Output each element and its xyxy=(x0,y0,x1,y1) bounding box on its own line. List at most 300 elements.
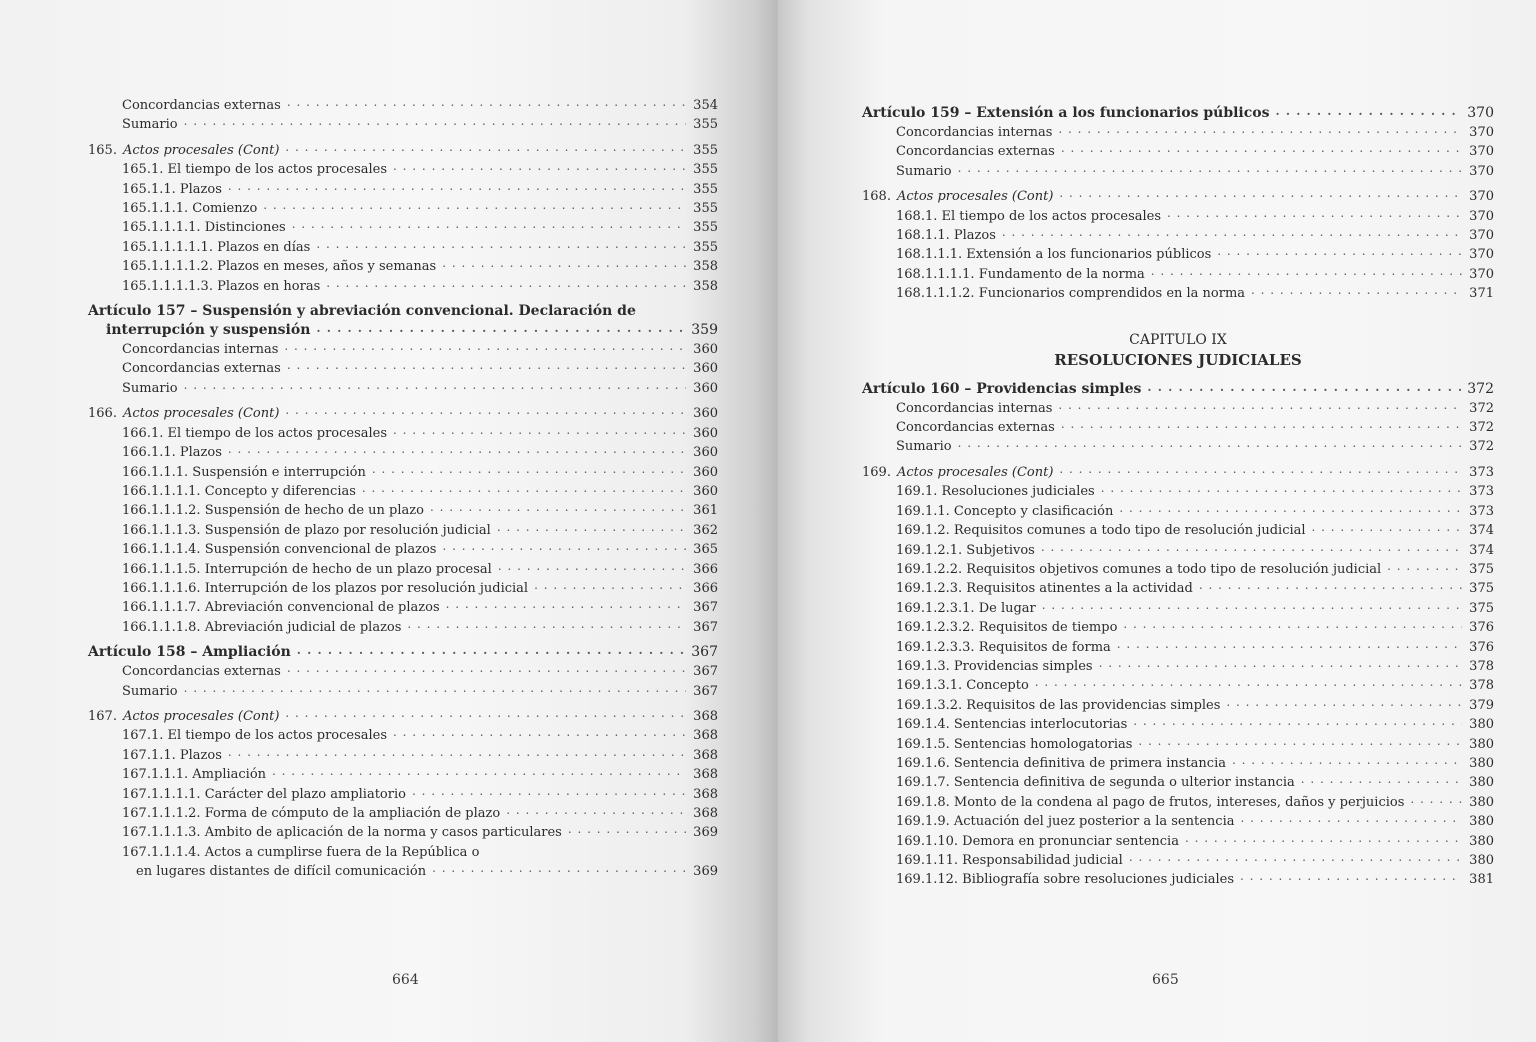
toc-entry xyxy=(862,715,1494,734)
toc-entry-label: 166.1.1.1.6. Interrupción de los plazos por resolución judicial xyxy=(122,580,529,596)
toc-entry-label: Artículo 159 – Extensión a los funcionarios públicos xyxy=(862,105,1270,121)
toc-entry xyxy=(88,843,718,862)
toc-page-number: 354 xyxy=(693,98,718,113)
toc-page-number: 368 xyxy=(693,767,718,783)
dot-leader xyxy=(316,321,685,340)
toc-page-number: 360 xyxy=(693,464,718,480)
toc-entry xyxy=(88,96,718,115)
toc-entry-label: 169.1.12. Bibliografía sobre resoluciones judiciales xyxy=(896,872,1234,888)
toc-entry-label: Concordancias internas xyxy=(896,400,1053,416)
dot-leader xyxy=(442,541,686,560)
toc-page-number: 355 xyxy=(693,117,718,133)
dot-leader xyxy=(287,96,686,115)
toc-entry xyxy=(862,162,1494,181)
dot-leader xyxy=(498,560,686,579)
toc-page-number: 370 xyxy=(1467,105,1494,121)
toc-entry-label: 169.1.3.2. Requisitos de las providencias simples xyxy=(896,697,1221,713)
dot-leader xyxy=(1312,522,1462,541)
toc-entry-label: 167.1.1.1. Ampliación xyxy=(122,767,267,783)
toc-page-number: 373 xyxy=(1469,503,1494,519)
toc-entry-label: 167.1.1.1.3. Ambito de aplicación de la norma y casos particulares xyxy=(122,825,562,841)
toc-entry xyxy=(88,424,718,443)
toc-entry-label: 169.1.2.3.2. Requisitos de tiempo xyxy=(896,620,1118,636)
dot-leader xyxy=(1240,871,1462,890)
toc-page-number: 370 xyxy=(1469,228,1494,244)
toc-entry-label: 169.1.6. Sentencia definitiva de primera instancia xyxy=(896,755,1226,771)
dot-leader xyxy=(1042,599,1462,618)
toc-entry xyxy=(862,399,1494,418)
toc-entry xyxy=(88,804,718,823)
dot-leader xyxy=(285,405,686,424)
toc-page-number: 379 xyxy=(1469,697,1494,713)
toc-entry xyxy=(88,482,718,501)
toc-entry-label: 169.1.10. Demora en pronunciar sentencia xyxy=(896,833,1179,849)
toc-entry-label: 169.1.1. Concepto y clasificación xyxy=(896,503,1114,519)
toc-left xyxy=(88,96,718,882)
toc-entry xyxy=(88,443,718,462)
dot-leader xyxy=(1099,657,1462,676)
toc-entry xyxy=(88,618,718,637)
dot-leader xyxy=(1147,380,1461,399)
toc-entry xyxy=(88,823,718,842)
toc-entry xyxy=(88,180,718,199)
dot-leader xyxy=(1410,793,1462,812)
toc-article-heading xyxy=(88,643,718,662)
toc-entry xyxy=(88,560,718,579)
dot-leader xyxy=(184,379,686,398)
toc-page-number: 375 xyxy=(1469,581,1494,597)
toc-page-number: 368 xyxy=(693,806,718,821)
dot-leader xyxy=(485,843,686,862)
dot-leader xyxy=(1129,851,1462,870)
toc-entry-label: Concordancias externas xyxy=(122,664,281,680)
toc-entry xyxy=(88,501,718,520)
toc-entry-label: 169.1.2.2. Requisitos objetivos comunes a todo tipo de resolución judicial xyxy=(896,561,1382,577)
toc-page-number: 358 xyxy=(693,259,718,275)
toc-entry-label: 165.1.1. Plazos xyxy=(122,181,222,197)
toc-entry xyxy=(862,793,1494,812)
dot-leader xyxy=(287,360,686,379)
dot-leader xyxy=(568,824,686,843)
toc-entry xyxy=(862,851,1494,870)
toc-entry-label: Sumario xyxy=(122,683,178,699)
toc-page-number: 367 xyxy=(693,600,718,616)
dot-leader xyxy=(228,746,686,765)
toc-page-number: 355 xyxy=(693,201,718,217)
dot-leader xyxy=(393,424,686,443)
dot-leader xyxy=(1035,677,1462,696)
toc-entry xyxy=(862,284,1494,303)
toc-entry-label: 168.1.1.1. Extensión a los funcionarios públicos xyxy=(896,247,1212,263)
toc-entry-number: 168. xyxy=(862,189,891,205)
toc-page-number: 367 xyxy=(693,683,718,699)
toc-page-number: 370 xyxy=(1469,125,1494,140)
toc-entry xyxy=(88,862,718,881)
toc-page-number: 367 xyxy=(693,619,718,635)
toc-entry-label: Sumario xyxy=(122,380,178,396)
dot-leader xyxy=(1123,619,1462,638)
toc-page-number: 360 xyxy=(693,445,718,461)
toc-page-number: 380 xyxy=(1469,833,1494,849)
toc-page-number: 355 xyxy=(693,162,718,178)
toc-page-number: 360 xyxy=(693,342,718,358)
dot-leader xyxy=(228,180,686,199)
dot-leader xyxy=(1167,207,1462,226)
toc-entry xyxy=(88,726,718,745)
toc-entry xyxy=(862,521,1494,540)
toc-entry-label: Artículo 158 – Ampliación xyxy=(88,644,291,661)
dot-leader xyxy=(184,682,686,701)
toc-entry xyxy=(88,321,718,340)
dot-leader xyxy=(1240,813,1462,832)
toc-page-number: 378 xyxy=(1469,678,1494,694)
toc-entry-label: 166.1.1.1.7. Abreviación convencional de plazos xyxy=(122,600,440,616)
toc-entry-label: 166.1.1.1.5. Interrupción de hecho de un plazo procesal xyxy=(122,561,492,577)
toc-page-number: 380 xyxy=(1469,853,1494,868)
toc-page-number: 367 xyxy=(693,664,718,680)
dot-leader xyxy=(285,141,686,160)
toc-entry xyxy=(88,540,718,559)
toc-entry-label: 167.1.1. Plazos xyxy=(122,747,222,763)
toc-entry xyxy=(862,599,1494,618)
toc-entry-label: en lugares distantes de difícil comunicación xyxy=(136,864,427,880)
toc-entry xyxy=(862,638,1494,657)
page-number-right: 665 xyxy=(1152,972,1179,988)
toc-page-number: 361 xyxy=(693,503,718,519)
toc-entry-label: Actos procesales (Cont) xyxy=(122,708,280,724)
toc-entry xyxy=(88,199,718,218)
dot-leader xyxy=(1226,696,1462,715)
dot-leader xyxy=(446,599,686,618)
toc-entry-label: 166.1.1.1.3. Suspensión de plazo por resolución judicial xyxy=(122,522,491,538)
toc-entry xyxy=(862,482,1494,501)
toc-entry xyxy=(88,598,718,617)
toc-entry-label: Sumario xyxy=(896,439,952,455)
dot-leader xyxy=(1059,188,1462,207)
toc-page-number: 372 xyxy=(1469,400,1494,416)
toc-page-number: 376 xyxy=(1469,620,1494,636)
toc-entry-label: Artículo 157 – Suspensión y abreviación convencional. Declaración de xyxy=(88,303,636,320)
toc-entry xyxy=(88,160,718,179)
toc-entry-label: 169.1.8. Monto de la condena al pago de frutos, intereses, daños y perjuicios xyxy=(896,794,1405,810)
toc-entry xyxy=(88,277,718,296)
toc-entry xyxy=(862,207,1494,226)
toc-entry-label: 166.1.1.1.4. Suspensión convencional de plazos xyxy=(122,542,437,558)
toc-page-number: 374 xyxy=(1469,523,1494,539)
dot-leader xyxy=(1251,285,1462,304)
toc-article-heading xyxy=(862,104,1494,123)
toc-entry xyxy=(862,696,1494,715)
toc-page-number: 368 xyxy=(693,747,718,763)
toc-entry xyxy=(862,463,1494,482)
toc-entry-label: 169.1.11. Responsabilidad judicial xyxy=(896,853,1123,868)
dot-leader xyxy=(1185,832,1462,851)
toc-entry-label: 165.1.1.1.1. Distinciones xyxy=(122,220,286,236)
toc-entry xyxy=(862,142,1494,161)
toc-entry xyxy=(862,123,1494,142)
dot-leader xyxy=(1117,638,1462,657)
toc-page-number: 368 xyxy=(693,708,718,724)
toc-entry xyxy=(88,340,718,359)
toc-entry-label: Concordancias internas xyxy=(122,342,279,358)
dot-leader xyxy=(1138,735,1462,754)
toc-entry-label: Actos procesales (Cont) xyxy=(896,464,1054,480)
toc-page-number: 376 xyxy=(1469,639,1494,655)
dot-leader xyxy=(326,277,686,296)
toc-page-number: 371 xyxy=(1469,286,1494,302)
toc-page-number: 374 xyxy=(1469,542,1494,558)
toc-page-number: 368 xyxy=(693,786,718,802)
toc-entry-label: interrupción y suspensión xyxy=(106,322,311,339)
toc-entry xyxy=(862,502,1494,521)
toc-article-heading xyxy=(862,380,1494,399)
dot-leader xyxy=(372,463,686,482)
dot-leader xyxy=(407,618,686,637)
toc-page-number: 366 xyxy=(693,561,718,577)
toc-entry-label: 169.1.2.1. Subjetivos xyxy=(896,542,1035,558)
toc-page-number: 378 xyxy=(1469,658,1494,674)
toc-entry-label: 169.1.3. Providencias simples xyxy=(896,658,1093,674)
dot-leader xyxy=(263,199,686,218)
dot-leader xyxy=(534,579,686,598)
dot-leader xyxy=(1002,226,1462,245)
toc-entry xyxy=(862,735,1494,754)
toc-entry xyxy=(862,226,1494,245)
toc-entry-label: Actos procesales (Cont) xyxy=(122,142,280,158)
toc-entry-label: 169.1.2. Requisitos comunes a todo tipo de resolución judicial xyxy=(896,523,1306,539)
toc-entry-label: Concordancias externas xyxy=(896,144,1055,160)
toc-page-number: 355 xyxy=(693,239,718,255)
toc-right xyxy=(862,98,1494,890)
page-number-left: 664 xyxy=(392,972,419,988)
dot-leader xyxy=(1217,246,1462,265)
toc-right-top xyxy=(862,104,1494,304)
dot-leader xyxy=(316,238,686,257)
toc-page-number: 360 xyxy=(693,425,718,441)
toc-entry-label: 165.1.1.1. Comienzo xyxy=(122,201,258,217)
toc-entry xyxy=(862,418,1494,437)
toc-entry-label: 169.1.9. Actuación del juez posterior a la sentencia xyxy=(896,814,1235,830)
toc-page-number: 381 xyxy=(1469,872,1494,888)
toc-entry xyxy=(88,141,718,160)
toc-entry xyxy=(88,682,718,701)
toc-entry-label: 167.1.1.1.4. Actos a cumplirse fuera de la República o xyxy=(122,844,480,860)
toc-page-number: 365 xyxy=(693,542,718,558)
toc-entry-label: Artículo 160 – Providencias simples xyxy=(862,380,1142,397)
toc-entry xyxy=(862,870,1494,889)
toc-entry xyxy=(88,707,718,726)
toc-page-number: 370 xyxy=(1469,163,1494,179)
toc-page-number: 380 xyxy=(1469,794,1494,810)
toc-entry xyxy=(862,676,1494,695)
toc-entry xyxy=(862,560,1494,579)
toc-entry xyxy=(862,579,1494,598)
toc-entry xyxy=(862,812,1494,831)
dot-leader xyxy=(287,663,686,682)
toc-page-number: 360 xyxy=(693,406,718,422)
toc-page-number: 380 xyxy=(1469,755,1494,771)
toc-entry-label: 169.1.5. Sentencias homologatorias xyxy=(896,736,1133,752)
dot-leader xyxy=(958,162,1462,181)
toc-page-number: 375 xyxy=(1469,561,1494,577)
dot-leader xyxy=(1061,418,1462,437)
toc-page-number: 375 xyxy=(1469,600,1494,616)
toc-page-number: 369 xyxy=(693,825,718,841)
dot-leader xyxy=(1275,104,1461,123)
dot-leader xyxy=(442,258,686,277)
toc-page-number: 380 xyxy=(1469,717,1494,733)
dot-leader xyxy=(393,161,686,180)
dot-leader xyxy=(412,785,686,804)
toc-entry xyxy=(88,521,718,540)
toc-page-number: 370 xyxy=(1469,189,1494,205)
toc-page-number: 355 xyxy=(693,220,718,236)
dot-leader xyxy=(1133,716,1462,735)
dot-leader xyxy=(1059,463,1462,482)
chapter-number: CAPITULO IX xyxy=(1129,331,1227,348)
toc-entry-label: 165.1.1.1.1.1. Plazos en días xyxy=(122,239,311,255)
toc-entry-label: 169.1.2.3. Requisitos atinentes a la actividad xyxy=(896,581,1193,597)
toc-page-number: 380 xyxy=(1469,814,1494,830)
toc-entry xyxy=(88,662,718,681)
toc-page-number: 369 xyxy=(693,864,718,880)
dot-leader xyxy=(506,804,686,823)
toc-entry-label: Sumario xyxy=(122,117,178,133)
toc-entry xyxy=(88,218,718,237)
toc-entry-label: Concordancias internas xyxy=(896,125,1053,140)
toc-page-number: 370 xyxy=(1469,266,1494,282)
toc-entry xyxy=(862,754,1494,773)
toc-entry-label: 168.1.1.1.1. Fundamento de la norma xyxy=(896,266,1145,282)
toc-entry xyxy=(88,379,718,398)
dot-leader xyxy=(284,340,686,359)
dot-leader xyxy=(430,502,686,521)
toc-entry-number: 169. xyxy=(862,464,891,480)
toc-page-number: 360 xyxy=(693,483,718,499)
dot-leader xyxy=(1058,399,1462,418)
toc-page-number: 373 xyxy=(1469,484,1494,500)
toc-entry-label: 169.1.7. Sentencia definitiva de segunda o ulterior instancia xyxy=(896,775,1295,791)
dot-leader xyxy=(272,766,686,785)
toc-entry xyxy=(862,437,1494,456)
toc-page-number: 366 xyxy=(693,580,718,596)
toc-entry xyxy=(862,541,1494,560)
toc-entry-label: 168.1.1. Plazos xyxy=(896,228,996,244)
toc-entry-number: 166. xyxy=(88,406,117,422)
toc-entry xyxy=(862,245,1494,264)
dot-leader xyxy=(285,707,686,726)
toc-page-number: 372 xyxy=(1467,380,1494,397)
toc-page-number: 362 xyxy=(693,522,718,538)
toc-entry-label: Concordancias externas xyxy=(122,98,281,113)
toc-entry-label: 168.1. El tiempo de los actos procesales xyxy=(896,208,1162,224)
toc-page-number: 372 xyxy=(1469,420,1494,436)
dot-leader xyxy=(1041,541,1462,560)
dot-leader xyxy=(1101,483,1462,502)
toc-page-number: 367 xyxy=(691,644,718,661)
dot-leader xyxy=(1119,502,1462,521)
toc-page-number: 355 xyxy=(693,142,718,158)
toc-entry-label: 166.1.1.1.8. Abreviación judicial de plazos xyxy=(122,619,402,635)
toc-entry-label: 165.1. El tiempo de los actos procesales xyxy=(122,162,388,178)
toc-entry xyxy=(88,765,718,784)
dot-leader xyxy=(393,727,686,746)
toc-entry xyxy=(88,257,718,276)
toc-entry-label: 169.1.3.1. Concepto xyxy=(896,678,1029,694)
toc-entry xyxy=(88,463,718,482)
dot-leader xyxy=(1061,143,1462,162)
toc-entry xyxy=(88,359,718,378)
toc-entry-number: 165. xyxy=(88,142,117,158)
toc-page-number: 359 xyxy=(691,322,718,339)
toc-page-number: 373 xyxy=(1469,464,1494,480)
toc-entry-label: 166.1.1. Plazos xyxy=(122,445,222,461)
toc-entry-label: 166.1.1.1. Suspensión e interrupción xyxy=(122,464,366,480)
dot-leader xyxy=(1387,560,1462,579)
toc-entry xyxy=(88,238,718,257)
toc-entry-label: Concordancias externas xyxy=(896,420,1055,436)
toc-entry-label: 167.1. El tiempo de los actos procesales xyxy=(122,728,388,744)
toc-entry xyxy=(862,265,1494,284)
toc-page-number: 372 xyxy=(1469,439,1494,455)
toc-entry xyxy=(862,657,1494,676)
dot-leader xyxy=(1058,123,1462,142)
toc-page-number: 358 xyxy=(693,278,718,294)
dot-leader xyxy=(958,438,1462,457)
toc-right-bottom xyxy=(862,380,1494,890)
toc-page-number: 355 xyxy=(693,181,718,197)
dot-leader xyxy=(1151,265,1462,284)
toc-page-number: 370 xyxy=(1469,144,1494,160)
toc-page-number: 360 xyxy=(693,380,718,396)
dot-leader xyxy=(362,482,686,501)
dot-leader xyxy=(1232,754,1462,773)
toc-entry xyxy=(862,832,1494,851)
toc-entry-label: 166.1.1.1.2. Suspensión de hecho de un plazo xyxy=(122,503,424,519)
dot-leader xyxy=(228,444,686,463)
toc-entry xyxy=(88,579,718,598)
toc-entry-label: 169.1. Resoluciones judiciales xyxy=(896,484,1095,500)
toc-entry xyxy=(862,187,1494,206)
dot-leader xyxy=(184,116,686,135)
dot-leader xyxy=(432,863,686,882)
toc-entry-label: 166.1.1.1.1. Concepto y diferencias xyxy=(122,483,356,499)
toc-entry-label: 167.1.1.1.2. Forma de cómputo de la ampliación de plazo xyxy=(122,806,501,821)
toc-entry xyxy=(88,404,718,423)
toc-entry xyxy=(88,746,718,765)
toc-entry-label: 165.1.1.1.1.2. Plazos en meses, años y semanas xyxy=(122,259,437,275)
dot-leader xyxy=(1301,774,1462,793)
toc-article-heading xyxy=(88,302,718,321)
toc-entry xyxy=(862,773,1494,792)
toc-page-number: 368 xyxy=(693,728,718,744)
toc-entry-label: Sumario xyxy=(896,163,952,179)
toc-entry-label: Actos procesales (Cont) xyxy=(896,189,1054,205)
toc-page-number: 360 xyxy=(693,361,718,377)
dot-leader xyxy=(292,219,686,238)
toc-entry xyxy=(862,618,1494,637)
toc-page-number: 380 xyxy=(1469,775,1494,791)
toc-entry-label: Actos procesales (Cont) xyxy=(122,406,280,422)
toc-entry-label: 167.1.1.1.1. Carácter del plazo ampliatorio xyxy=(122,786,406,802)
toc-entry-label: 169.1.4. Sentencias interlocutorias xyxy=(896,717,1128,733)
toc-entry-label: Concordancias externas xyxy=(122,361,281,377)
toc-entry xyxy=(88,785,718,804)
dot-leader xyxy=(297,643,686,662)
dot-leader xyxy=(497,521,686,540)
dot-leader xyxy=(1199,580,1462,599)
toc-entry-label: 169.1.2.3.1. De lugar xyxy=(896,600,1036,616)
